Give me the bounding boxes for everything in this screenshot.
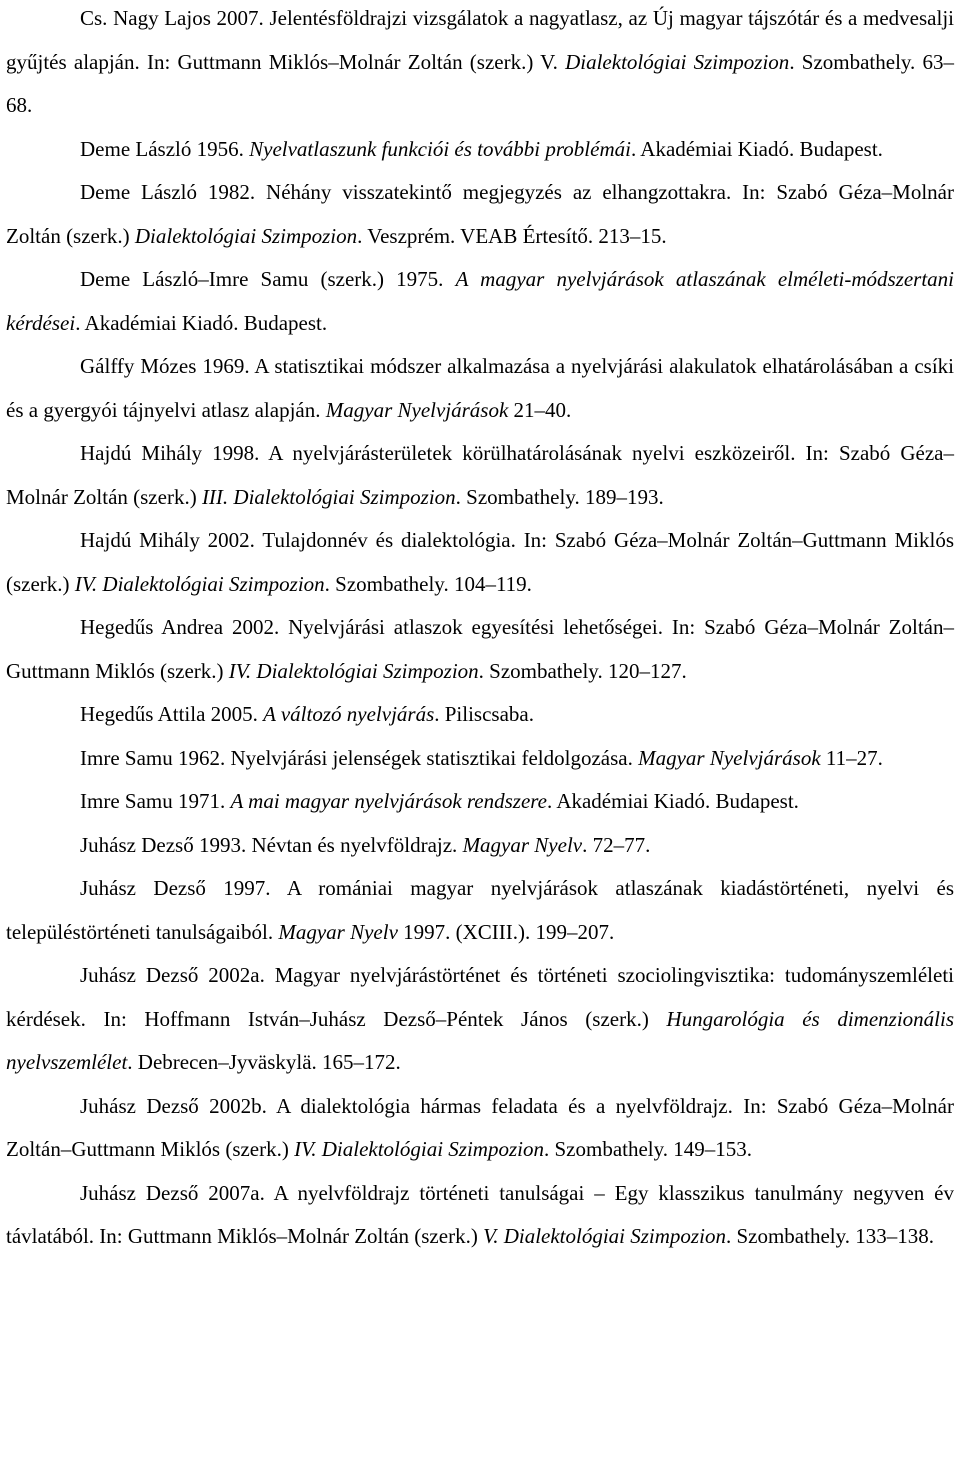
reference-entry — [6, 606, 954, 693]
reference-entry — [6, 693, 954, 737]
reference-entry — [6, 258, 954, 345]
reference-entry — [6, 432, 954, 519]
reference-entry — [6, 128, 954, 172]
reference-text: . 72–77. — [582, 832, 651, 857]
reference-title-italic: A magyar nyelvjárások atlaszának elméleti-módszertani kérdései — [6, 267, 954, 335]
reference-text: Hajdú Mihály 2002. Tulajdonnév és dialektológia. In: Szabó Géza–Molnár Zoltán–Guttmann Miklós (szerk.) — [6, 528, 954, 596]
reference-title-italic: Magyar Nyelv — [462, 832, 583, 857]
reference-text: Juhász Dezső 2002b. A dialektológia hármas feladata és a nyelvföldrajz. In: Szabó Géza–Molnár Zoltán–Guttmann Miklós (szerk.) — [6, 1093, 954, 1161]
reference-text: Juhász Dezső 1997. A romániai magyar nyelvjárások atlaszának kiadástörténeti, nyelvi és településtörténeti tanulságaiból. — [6, 876, 954, 944]
reference-title-italic: Magyar Nyelvjárások — [325, 397, 509, 422]
reference-entry — [6, 1085, 954, 1172]
reference-text: Deme László 1956. — [80, 136, 250, 161]
reference-entry — [6, 737, 954, 781]
reference-text: 1997. (XCIII.). 199–207. — [397, 919, 615, 944]
reference-text: . Debrecen–Jyväskylä. 165–172. — [127, 1050, 401, 1074]
reference-entry — [6, 519, 954, 606]
reference-title-italic: IV. Dialektológiai Szimpozion — [74, 571, 325, 596]
reference-text: Juhász Dezső 1993. Névtan és nyelvföldrajz. — [80, 832, 463, 857]
reference-title-italic: Magyar Nyelv — [278, 919, 398, 944]
reference-text: . Akadémiai Kiadó. Budapest. — [546, 789, 799, 813]
reference-title-italic: Dialektológiai Szimpozion — [134, 223, 358, 248]
reference-text: Deme László–Imre Samu (szerk.) 1975. — [80, 267, 456, 291]
reference-text: . Akadémiai Kiadó. Budapest. — [75, 310, 328, 335]
reference-text: . Szombathely. 133–138. — [725, 1224, 934, 1248]
reference-title-italic: A változó nyelvjárás — [263, 702, 435, 726]
reference-title-italic: III. Dialektológiai Szimpozion — [201, 484, 456, 509]
reference-entry — [6, 867, 954, 954]
reference-title-italic: IV. Dialektológiai Szimpozion — [228, 658, 479, 683]
reference-title-italic: A mai magyar nyelvjárások rendszere — [230, 789, 547, 813]
reference-list — [6, 0, 954, 1259]
reference-entry — [6, 780, 954, 824]
reference-text: Cs. Nagy Lajos 2007. Jelentésföldrajzi vizsgálatok a nagyatlasz, az Új magyar tájszótár és a medvesalji gyűjtés alapján. In: Guttmann Miklós–Molnár Zoltán (szerk.) V. — [6, 6, 954, 74]
reference-text: . Akadémiai Kiadó. Budapest. — [630, 136, 883, 161]
reference-text: 11–27. — [820, 745, 883, 770]
reference-title-italic: Dialektológiai Szimpozion — [565, 49, 790, 74]
reference-text: . Szombathely. 189–193. — [455, 484, 664, 509]
reference-entry — [6, 1172, 954, 1259]
reference-text: . Szombathely. 120–127. — [478, 658, 687, 683]
reference-text: Imre Samu 1962. Nyelvjárási jelenségek statisztikai feldolgozása. — [80, 745, 639, 770]
reference-entry — [6, 0, 954, 128]
reference-text: Imre Samu 1971. — [80, 789, 231, 813]
reference-text: Juhász Dezső 2002a. Magyar nyelvjárástörténet és történeti szociolingvisztika: tudományszemléleti kérdések. In: Hoffmann István–Juhász Dezső–Péntek János (szerk.) — [6, 963, 954, 1031]
reference-entry — [6, 954, 954, 1085]
reference-text: 21–40. — [508, 397, 572, 422]
reference-text: . Szombathely. 63–68. — [6, 49, 955, 117]
reference-text: . Szombathely. 149–153. — [543, 1137, 753, 1161]
reference-title-italic: IV. Dialektológiai Szimpozion — [294, 1137, 544, 1161]
reference-title-italic: Magyar Nyelvjárások — [638, 745, 821, 770]
reference-text: Deme László 1982. Néhány visszatekintő megjegyzés az elhangzottakra. In: Szabó Géza–Molnár Zoltán (szerk.) — [6, 180, 954, 248]
reference-text: Gálffy Mózes 1969. A statisztikai módszer alkalmazása a nyelvjárási alakulatok elhatárolásában a csíki és a gyergyói tájnyelvi atlasz alapján. — [6, 354, 954, 422]
reference-entry — [6, 171, 954, 258]
reference-title-italic: Nyelvatlaszunk funkciói és további problémái — [249, 136, 631, 161]
reference-entry — [6, 824, 954, 868]
reference-title-italic: V. Dialektológiai Szimpozion — [483, 1224, 726, 1248]
reference-text: Juhász Dezső 2007a. A nyelvföldrajz történeti tanulságai – Egy klasszikus tanulmány negyven év távlatából. In: Guttmann Miklós–Molnár Zoltán (szerk.) — [6, 1180, 954, 1248]
reference-text: . Szombathely. 104–119. — [324, 571, 532, 596]
reference-text: Hegedűs Attila 2005. — [80, 702, 264, 726]
reference-text: Hegedűs Andrea 2002. Nyelvjárási atlaszok egyesítési lehetőségei. In: Szabó Géza–Molnár Zoltán–Guttmann Miklós (szerk.) — [6, 615, 954, 683]
reference-text: . Piliscsaba. — [434, 702, 534, 726]
reference-title-italic: Hungarológia és dimenzionális nyelvszemlélet — [6, 1006, 954, 1074]
reference-text: Hajdú Mihály 1998. A nyelvjárásterületek körülhatárolásának nyelvi eszközeiről. In: Szabó Géza–Molnár Zoltán (szerk.) — [6, 441, 954, 509]
reference-text: . Veszprém. VEAB Értesítő. 213–15. — [357, 223, 667, 248]
reference-entry — [6, 345, 954, 432]
